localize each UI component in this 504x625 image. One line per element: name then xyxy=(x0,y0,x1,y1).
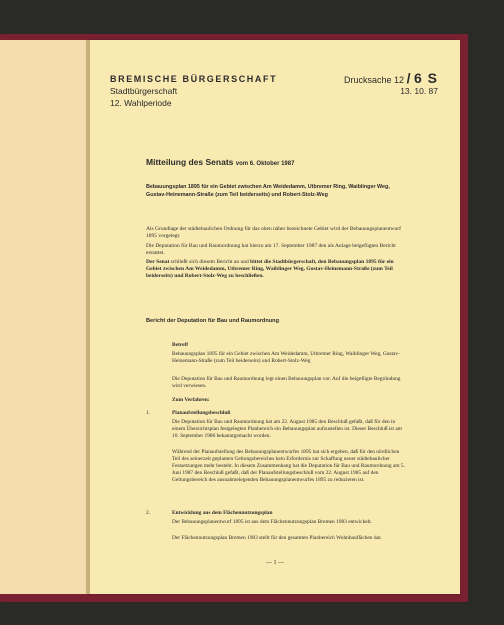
senat-label: Der Senat xyxy=(146,259,170,265)
senat-text: schließt sich diesem Bericht an und xyxy=(169,259,251,265)
legislative-period: 12. Wahlperiode xyxy=(110,98,172,108)
drucksache-separator: / xyxy=(406,70,412,86)
section-1-paragraph-1: Die Deputation für Bau und Raumordnung hat am 22. August 1985 den Beschluß gefaßt, daß für den in einem Übersichtsplan festgelegten Planbereich ein Bebauungsplan aufzustellen ist. Dieser Beschluß ist am 10. September 1986 bekanntgemacht worden. xyxy=(172,419,402,439)
intro-paragraph-1: Als Grundlage der städtebaulichen Ordnung für das oben näher bezeichnete Gebiet wird der Bebauungsplanentwurf 1895 vorgelegt. xyxy=(146,226,401,240)
document-date: 13. 10. 87 xyxy=(400,86,438,96)
section-2-paragraph-2: Der Flächennutzungsplan Bremen 1983 stellt für den gesamten Planbereich Wohnbauflächen dar. xyxy=(172,535,382,541)
section-2-paragraph-1: Der Bebauungsplanentwurf 1895 ist aus dem Flächennutzungsplan Bremen 1983 entwickelt. xyxy=(172,519,373,525)
drucksache-number: 6 S xyxy=(413,70,438,86)
section-2-heading: Entwicklung aus dem Flächennutzungsplan xyxy=(172,510,273,516)
section-1-number: 1. xyxy=(146,410,151,416)
betreff-label: Betreff xyxy=(172,342,189,348)
section-1-heading: Planaufstellungsbeschluß xyxy=(172,410,231,416)
document-number xyxy=(344,70,438,86)
chamber-name: Stadtbürgerschaft xyxy=(110,86,178,96)
intro-paragraph-2: Die Deputation für Bau und Raumordnung hat hierzu am 17. September 1987 den als Anlage beigefügten Bericht erstattet. xyxy=(146,243,396,257)
organization-name: BREMISCHE BÜRGERSCHAFT xyxy=(110,74,278,84)
page-number: — 1 — xyxy=(266,560,284,566)
document-page xyxy=(90,40,460,594)
subject-heading: Bebauungsplan 1895 für ein Gebiet zwischen Am Weidedamm, Utbremer Ring, Waiblinger Weg, Gustav-Heinemann-Straße (zum Teil beiderseits) und Robert-Stolz-Weg xyxy=(146,184,390,198)
intro-paragraph-3 xyxy=(146,259,408,281)
drucksache-label: Drucksache 12 xyxy=(344,75,405,85)
verfahren-heading: Zum Verfahren: xyxy=(172,397,210,403)
report-heading: Bericht der Deputation für Bau und Raumordnung xyxy=(146,318,280,324)
title-main: Mitteilung des Senats xyxy=(146,157,234,167)
betreff-text: Bebauungsplan 1895 für ein Gebiet zwischen Am Weidedamm, Utbremer Ring, Waiblinger Weg, Gustav-Heinemann-Straße (zum Teil beiderseits) und Robert-Stolz-Weg xyxy=(172,351,400,364)
senat-request: bittet die Stadtbürgerschaft, den Bebauungsplan 1895 für ein Gebiet zwischen Am Weidedamm, Utbremer Ring, Waiblinger Weg, Gustav-Heinemann-Straße (zum Teil beiderseits) und Robert-Stolz-Weg zu beschließen. xyxy=(146,259,394,280)
title-date: vom 6. Oktober 1987 xyxy=(235,161,295,167)
section-1-paragraph-2: Während der Planaufstellung des Bebauungsplanentwurfes 1895 hat sich ergeben, daß für den nördlichen Teil des seinerzeit geplanten Geltungsbereiches kein Erfordernis zur Schaffung neuer städtebaulicher Festsetzungen mehr besteht. In diesem Zusammenhang hat die Deputation für Bau und Raumordnung am 5. Juni 1987 den Beschluß gefaßt, daß der Planaufstellungsbeschluß vom 22. August 1985 auf den Geltungsbereich des ausnahmelegenden Bebauungsplanentwurfes 1895 zu reduzieren ist. xyxy=(172,449,405,483)
betreff-note: Die Deputation für Bau und Raumordnung legt einen Bebauungsplan vor. Auf die beigefügte Begründung wird verwiesen. xyxy=(172,376,401,389)
left-page xyxy=(0,40,86,594)
section-2-number: 2. xyxy=(146,510,151,516)
document-title xyxy=(146,157,294,167)
